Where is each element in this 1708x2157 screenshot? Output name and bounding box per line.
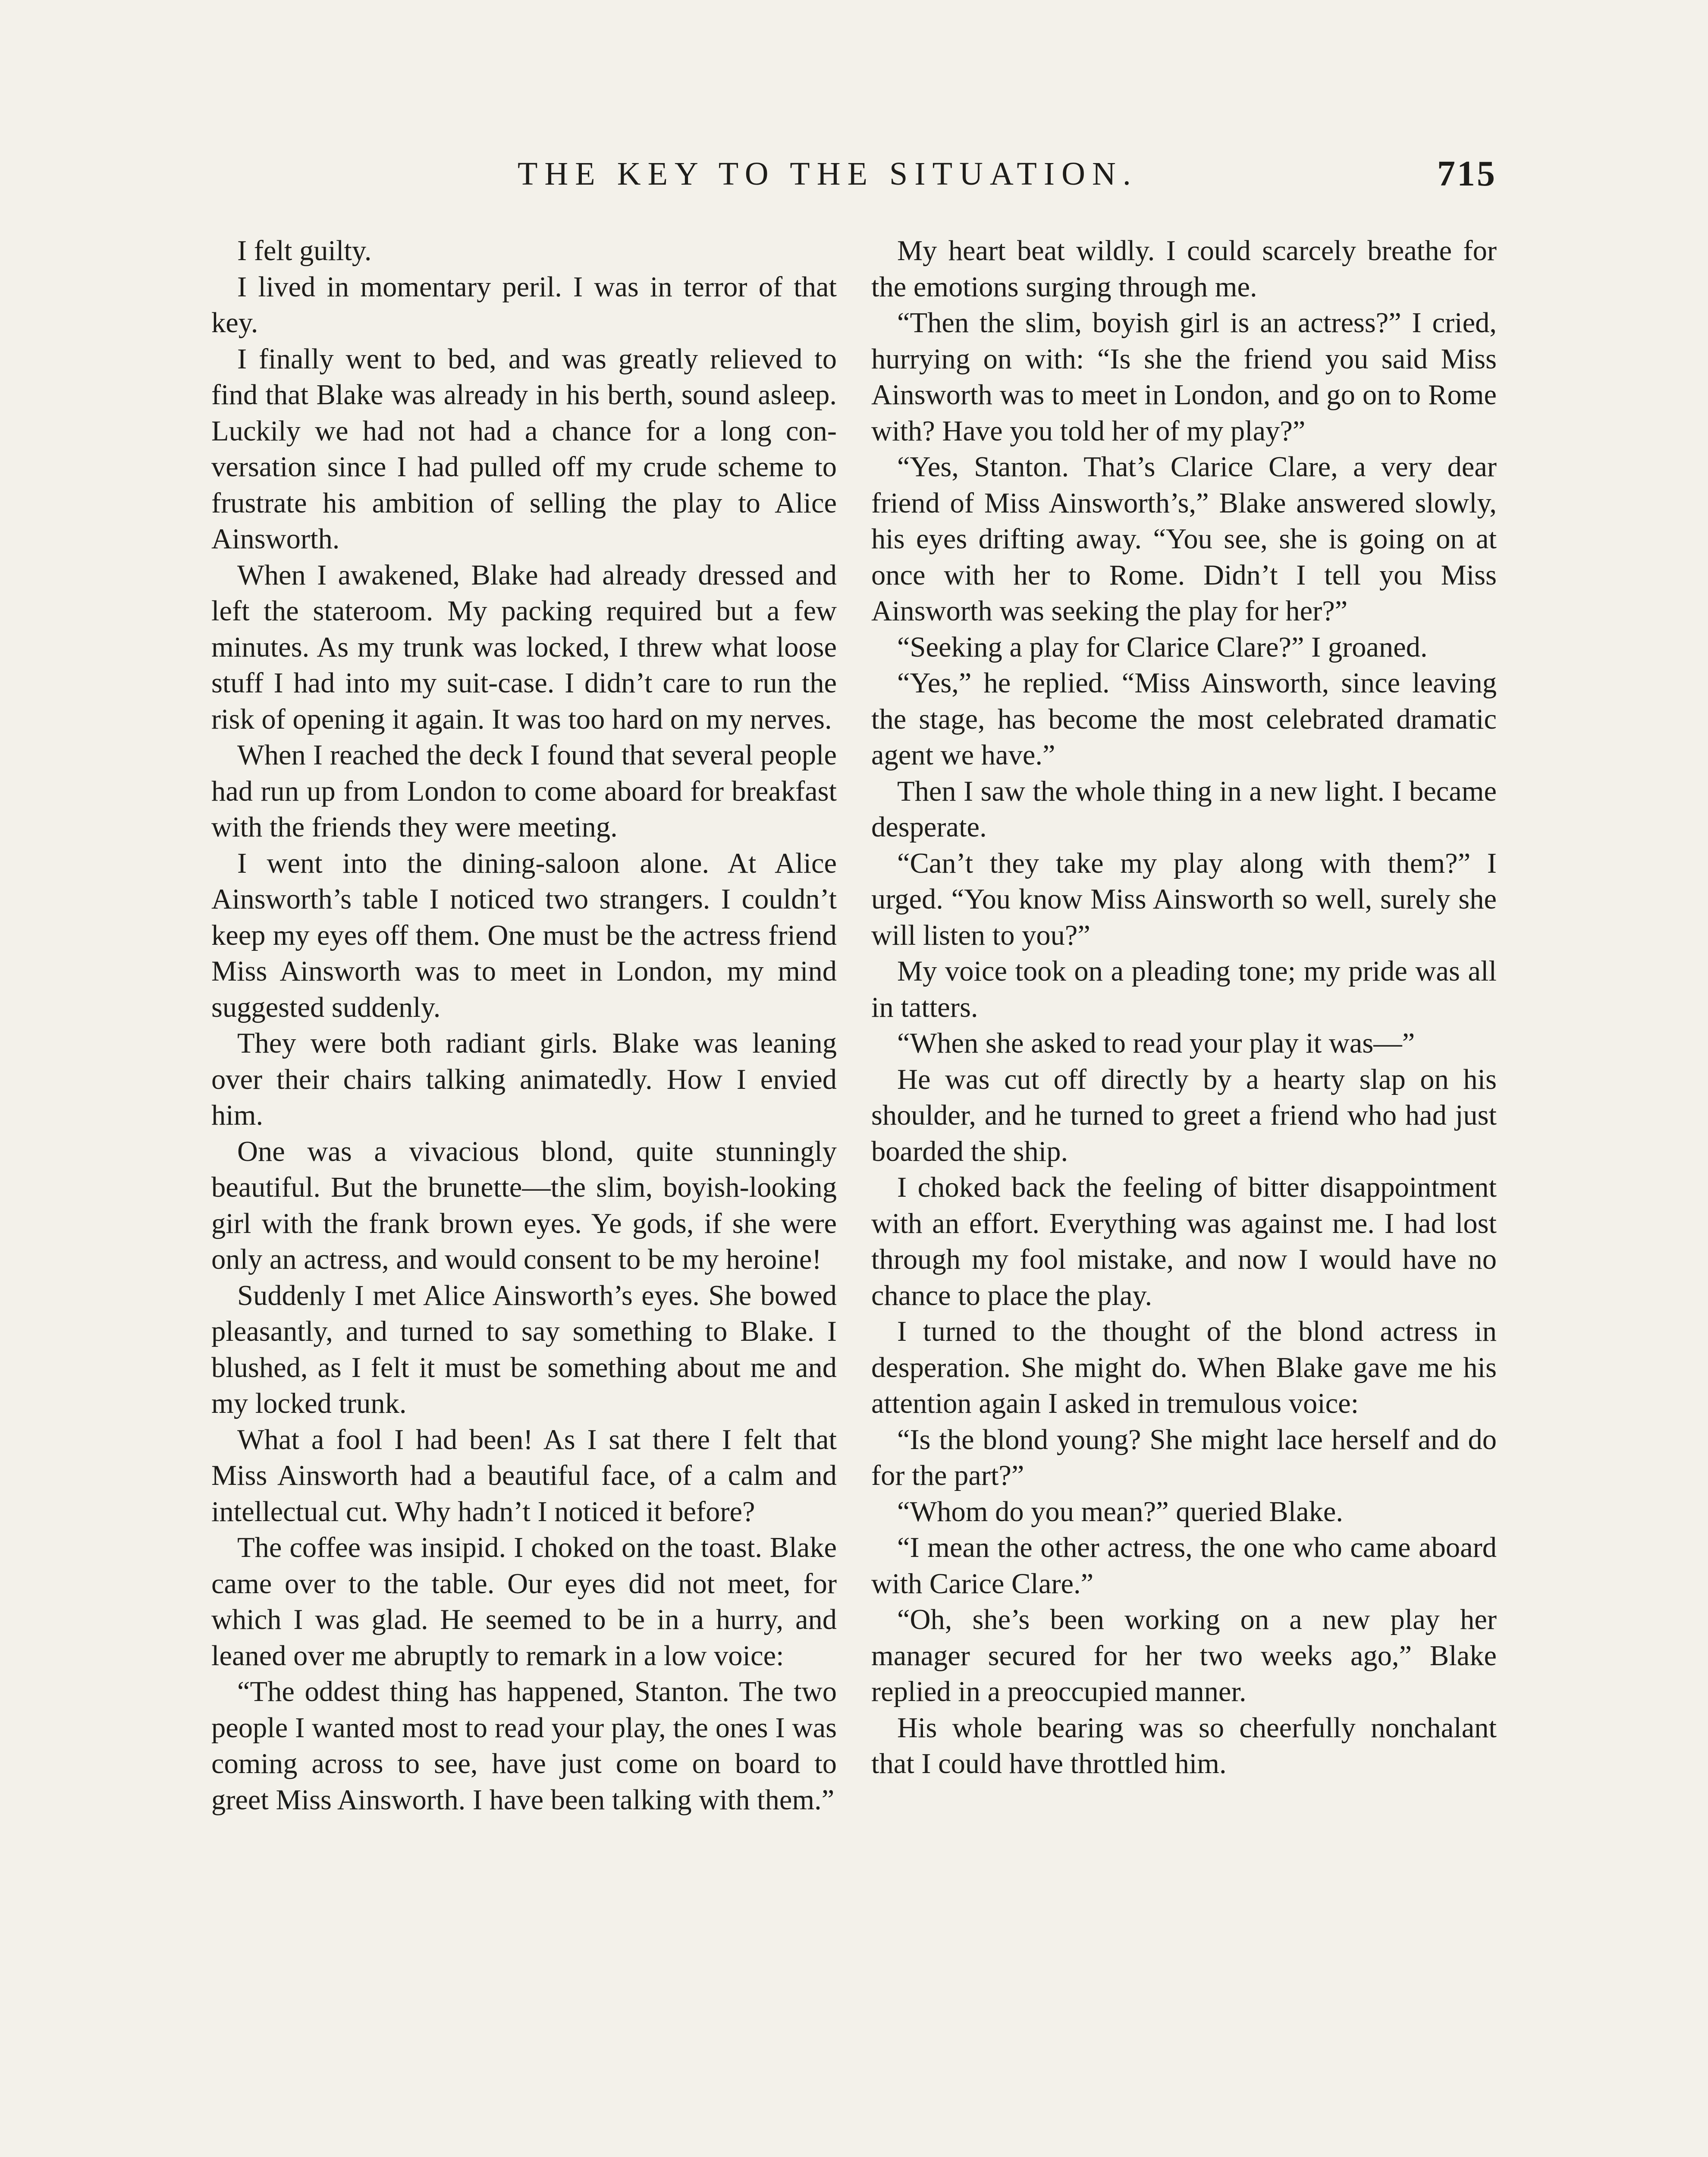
paragraph: I felt guilty.: [237, 235, 372, 267]
paragraph: Suddenly I met Alice Ainsworth’s eyes. She bowed pleasantly, and turned to say something to Blake. I blushed, as I felt it must be something about me and my locked trunk.: [211, 1280, 837, 1419]
paragraph: I turned to the thought of the blond actress in desperation. She might do. When Blake gave me his attention again I asked in tremulous voice:: [871, 1316, 1497, 1419]
right-column: [871, 233, 1497, 2157]
running-title: THE KEY TO THE SITUATION.: [518, 156, 1138, 192]
paragraph: “Whom do you mean?” queried Blake.: [897, 1496, 1344, 1528]
paragraph: “Then the slim, boyish girl is an actress?” I cried, hurrying on with: “Is she the friend you said Miss Ainsworth was to meet in London, and go on to Rome with? Have you told her of my play?”: [871, 307, 1497, 447]
paragraph: They were both radiant girls. Blake was leaning over their chairs talking animatedly. How I envied him.: [211, 1028, 837, 1131]
paragraph: “Oh, she’s been working on a new play her manager secured for her two weeks ago,” Blake replied in a preoccupied manner.: [871, 1604, 1497, 1707]
paragraph: I lived in momentary peril. I was in terror of that key.: [211, 271, 837, 339]
paragraph: “The oddest thing has happened, Stanton. The two people I wanted most to read your play, the ones I was coming across to see, have just come on board to greet Miss Ainsworth. I have been talking with them.”: [211, 1676, 837, 1816]
paragraph: Then I saw the whole thing in a new light. I became desperate.: [871, 775, 1497, 843]
running-head: [0, 155, 1708, 207]
paragraph: “Yes,” he replied. “Miss Ainsworth, since leaving the stage, has become the most celebrated dramatic agent we have.”: [871, 667, 1497, 771]
paragraph: My voice took on a pleading tone; my pride was all in tatters.: [871, 956, 1497, 1023]
left-column: [211, 233, 837, 2157]
paragraph: One was a vivacious blond, quite stunningly beautiful. But the brunette—the slim, boyish-looking girl with the frank brown eyes. Ye gods, if she were only an actress, and would consent to be my heroine!: [211, 1135, 837, 1275]
paragraph: What a fool I had been! As I sat there I felt that Miss Ainsworth had a beautiful face, of a calm and intellectual cut. Why hadn’t I noticed it before?: [211, 1424, 837, 1528]
paragraph: When I awakened, Blake had already dressed and left the stateroom. My packing required but a few minutes. As my trunk was locked, I threw what loose stuff I had into my suit-case. I didn’t care to run the risk of opening it again. It was too hard on my nerves.: [211, 559, 837, 735]
paragraph: He was cut off directly by a hearty slap on his shoulder, and he turned to greet a friend who had just boarded the ship.: [871, 1063, 1497, 1167]
paragraph: His whole bearing was so cheerfully nonchalant that I could have throttled him.: [871, 1712, 1497, 1780]
paragraph: I finally went to bed, and was greatly relieved to find that Blake was already in his berth, sound asleep. Luckily we had not had a chance for a long conversation since I had pulled off my crude scheme to frustrate his ambition of selling the play to Alice Ainsworth.: [211, 343, 837, 555]
paragraph: “When she asked to read your play it was—”: [897, 1028, 1415, 1059]
paragraph: The coffee was insipid. I choked on the toast. Blake came over to the table. Our eyes did not meet, for which I was glad. He seemed to be in a hurry, and leaned over me abruptly to remark in a low voice:: [211, 1532, 837, 1672]
page-number: 715: [1437, 154, 1497, 194]
paragraph: “I mean the other actress, the one who came aboard with Carice Clare.”: [871, 1532, 1497, 1600]
paragraph: I went into the dining-saloon alone. At Alice Ainsworth’s table I noticed two strangers. I couldn’t keep my eyes off them. One must be the actress friend Miss Ainsworth was to meet in London, my mind suggested suddenly.: [211, 847, 837, 1023]
paragraph: “Can’t they take my play along with them?” I urged. “You know Miss Ainsworth so well, surely she will listen to you?”: [871, 847, 1497, 951]
paragraph: My heart beat wildly. I could scarcely breathe for the emotions surging through me.: [871, 235, 1497, 303]
paragraph: I choked back the feeling of bitter disappointment with an effort. Everything was against me. I had lost through my fool mistake, and now I would have no chance to place the play.: [871, 1172, 1497, 1311]
paragraph: “Yes, Stanton. That’s Clarice Clare, a very dear friend of Miss Ainsworth’s,” Blake answered slowly, his eyes drifting away. “You see, she is going on at once with her to Rome. Didn’t I tell you Miss Ainsworth was seeking the play for her?”: [871, 451, 1497, 627]
paragraph: “Seeking a play for Clarice Clare?” I groaned.: [897, 631, 1428, 663]
paragraph: “Is the blond young? She might lace herself and do for the part?”: [871, 1424, 1497, 1491]
paragraph: When I reached the deck I found that several people had run up from London to come aboard for breakfast with the friends they were meeting.: [211, 739, 837, 843]
